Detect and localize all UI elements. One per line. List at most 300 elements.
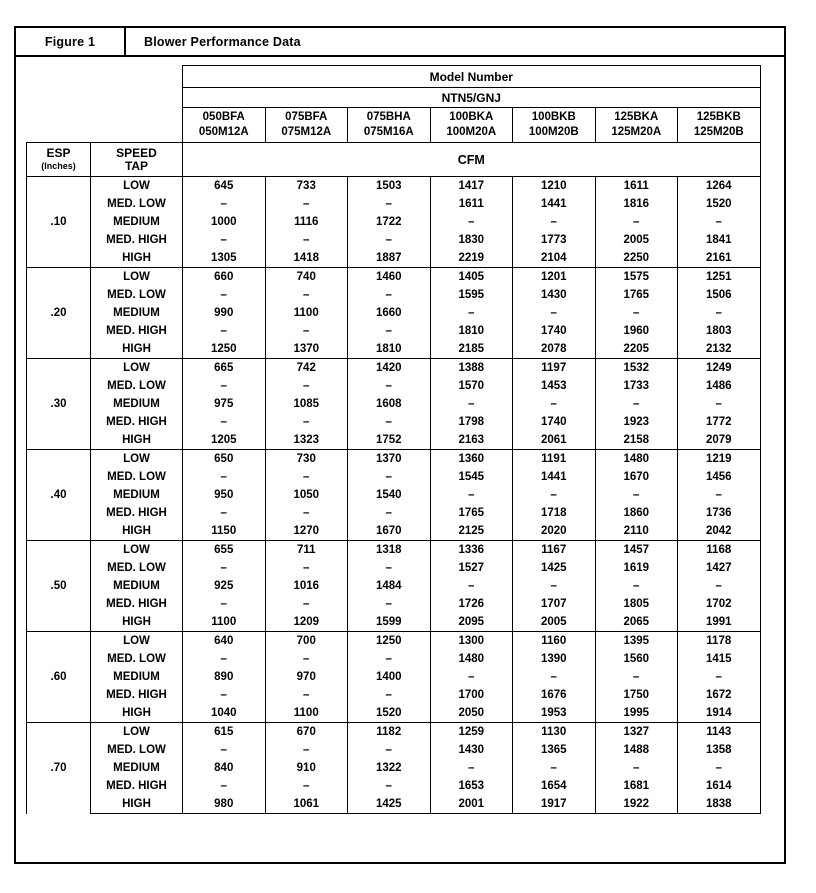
esp-value: .50	[27, 541, 91, 632]
speed-tap-label: MED. LOW	[91, 195, 183, 213]
cfm-value: 1773	[513, 231, 596, 249]
cfm-value: 980	[183, 795, 266, 814]
cfm-value: –	[348, 468, 431, 486]
esp-header-units: (Inches)	[41, 160, 76, 171]
cfm-value: 1100	[183, 613, 266, 632]
cfm-value: 1803	[678, 322, 761, 340]
cfm-value: –	[183, 595, 266, 613]
series-header-row	[27, 88, 761, 108]
model-number-header: Model Number	[183, 66, 761, 88]
cfm-value: –	[265, 559, 348, 577]
speed-tap-label: MEDIUM	[91, 759, 183, 777]
model-code-line1: 075BFA	[285, 111, 328, 123]
esp-value: .40	[27, 450, 91, 541]
model-column-header	[595, 108, 678, 143]
speed-tap-label: MED. HIGH	[91, 595, 183, 613]
cfm-value: 1545	[430, 468, 513, 486]
speed-tap-label: MED. HIGH	[91, 322, 183, 340]
cfm-value: 1560	[595, 650, 678, 668]
cfm-value: 1917	[513, 795, 596, 814]
cfm-value: –	[678, 213, 761, 231]
cfm-value: 665	[183, 359, 266, 378]
cfm-value: 1251	[678, 268, 761, 287]
cfm-value: 1197	[513, 359, 596, 378]
model-code-line2: 100M20B	[528, 126, 579, 138]
model-column-header	[678, 108, 761, 143]
table-row	[27, 632, 761, 651]
speed-tap-label: MEDIUM	[91, 577, 183, 595]
table-row	[27, 286, 761, 304]
cfm-value: 1838	[678, 795, 761, 814]
table-body	[27, 177, 761, 814]
cfm-value: 2065	[595, 613, 678, 632]
table-row	[27, 723, 761, 742]
speed-tap-label: MEDIUM	[91, 668, 183, 686]
cfm-value: 2185	[430, 340, 513, 359]
series-header: NTN5/GNJ	[183, 88, 761, 108]
cfm-value: 700	[265, 632, 348, 651]
cfm-value: 1995	[595, 704, 678, 723]
model-number-header-row	[27, 66, 761, 88]
table-row	[27, 413, 761, 431]
table-row	[27, 468, 761, 486]
cfm-value: –	[348, 686, 431, 704]
cfm-value: 1264	[678, 177, 761, 196]
cfm-value: –	[265, 504, 348, 522]
cfm-value: 1841	[678, 231, 761, 249]
cfm-value: 1420	[348, 359, 431, 378]
cfm-value: 1365	[513, 741, 596, 759]
table-row	[27, 541, 761, 560]
cfm-value: 1480	[430, 650, 513, 668]
cfm-value: 1178	[678, 632, 761, 651]
model-column-header	[348, 108, 431, 143]
table-head	[27, 66, 761, 177]
cfm-value: –	[678, 486, 761, 504]
speed-tap-label: MEDIUM	[91, 304, 183, 322]
cfm-value: 1740	[513, 322, 596, 340]
cfm-value: –	[348, 195, 431, 213]
cfm-value: 1611	[595, 177, 678, 196]
cfm-value: 1480	[595, 450, 678, 469]
table-row	[27, 377, 761, 395]
speed-tap-label: LOW	[91, 632, 183, 651]
cfm-value: 1960	[595, 322, 678, 340]
cfm-value: –	[595, 304, 678, 322]
table-row	[27, 431, 761, 450]
cfm-value: 1860	[595, 504, 678, 522]
figure-label: Figure 1	[16, 28, 126, 55]
cfm-value: 1991	[678, 613, 761, 632]
cfm-value: –	[348, 595, 431, 613]
model-code-line2: 050M12A	[198, 126, 249, 138]
cfm-header: CFM	[183, 143, 761, 177]
table-row	[27, 322, 761, 340]
model-column-header	[430, 108, 513, 143]
cfm-value: 1670	[348, 522, 431, 541]
cfm-value: 2110	[595, 522, 678, 541]
speed-tap-header-line2: TAP	[124, 158, 149, 173]
speed-tap-label: LOW	[91, 723, 183, 742]
model-column-header	[513, 108, 596, 143]
speed-tap-label: HIGH	[91, 249, 183, 268]
cfm-value: –	[183, 377, 266, 395]
table-container	[16, 57, 784, 824]
cfm-value: 1191	[513, 450, 596, 469]
table-row	[27, 195, 761, 213]
esp-value: .70	[27, 723, 91, 814]
cfm-value: 1922	[595, 795, 678, 814]
cfm-value: 950	[183, 486, 266, 504]
model-code-line1: 050BFA	[202, 111, 245, 123]
cfm-value: 1358	[678, 741, 761, 759]
cfm-value: 2132	[678, 340, 761, 359]
table-row	[27, 668, 761, 686]
cfm-value: 733	[265, 177, 348, 196]
cfm-value: 2161	[678, 249, 761, 268]
cfm-value: 970	[265, 668, 348, 686]
cfm-value: 711	[265, 541, 348, 560]
cfm-value: 1506	[678, 286, 761, 304]
esp-value: .30	[27, 359, 91, 450]
cfm-value: 1210	[513, 177, 596, 196]
cfm-value: 1050	[265, 486, 348, 504]
cfm-value: 1595	[430, 286, 513, 304]
cfm-value: –	[595, 213, 678, 231]
cfm-value: –	[183, 777, 266, 795]
cfm-value: 730	[265, 450, 348, 469]
cfm-value: 1681	[595, 777, 678, 795]
cfm-value: 1653	[430, 777, 513, 795]
cfm-value: 1540	[348, 486, 431, 504]
cfm-value: 742	[265, 359, 348, 378]
speed-tap-label: MED. LOW	[91, 741, 183, 759]
cfm-value: 1810	[430, 322, 513, 340]
speed-tap-label: MED. LOW	[91, 468, 183, 486]
speed-tap-label: HIGH	[91, 795, 183, 814]
esp-value: .60	[27, 632, 91, 723]
speed-tap-header	[91, 143, 183, 177]
cfm-value: –	[348, 413, 431, 431]
cfm-value: –	[265, 741, 348, 759]
cfm-value: –	[513, 759, 596, 777]
cfm-value: 1360	[430, 450, 513, 469]
cfm-value: 1205	[183, 431, 266, 450]
cfm-value: 1415	[678, 650, 761, 668]
cfm-value: 1219	[678, 450, 761, 469]
cfm-value: 1700	[430, 686, 513, 704]
cfm-value: –	[430, 395, 513, 413]
speed-tap-label: MEDIUM	[91, 213, 183, 231]
figure-title: Blower Performance Data	[144, 34, 301, 49]
cfm-value: –	[265, 195, 348, 213]
cfm-value: 1323	[265, 431, 348, 450]
cfm-value: 645	[183, 177, 266, 196]
speed-tap-label: MEDIUM	[91, 395, 183, 413]
cfm-value: 1887	[348, 249, 431, 268]
header-spacer-esp-2	[27, 88, 91, 108]
cfm-value: 640	[183, 632, 266, 651]
cfm-value: –	[513, 213, 596, 231]
esp-cfm-header-row	[27, 143, 761, 177]
cfm-value: 1575	[595, 268, 678, 287]
speed-tap-label: HIGH	[91, 431, 183, 450]
cfm-value: –	[430, 304, 513, 322]
cfm-value: 1750	[595, 686, 678, 704]
cfm-value: –	[348, 377, 431, 395]
cfm-value: 1570	[430, 377, 513, 395]
cfm-value: –	[183, 559, 266, 577]
model-code-line2: 100M20A	[446, 126, 497, 138]
cfm-value: 1453	[513, 377, 596, 395]
speed-tap-label: MED. LOW	[91, 377, 183, 395]
speed-tap-label: LOW	[91, 450, 183, 469]
cfm-value: 2219	[430, 249, 513, 268]
cfm-value: 2042	[678, 522, 761, 541]
cfm-value: –	[595, 486, 678, 504]
cfm-value: –	[513, 668, 596, 686]
model-code-line2: 125M20A	[611, 126, 662, 138]
cfm-value: –	[183, 686, 266, 704]
cfm-value: 1000	[183, 213, 266, 231]
model-code-line2: 075M12A	[281, 126, 332, 138]
cfm-value: 910	[265, 759, 348, 777]
speed-tap-label: MED. LOW	[91, 286, 183, 304]
cfm-value: 1670	[595, 468, 678, 486]
model-code-line2: 125M20B	[693, 126, 744, 138]
cfm-value: 1336	[430, 541, 513, 560]
cfm-value: –	[430, 213, 513, 231]
speed-tap-label: MEDIUM	[91, 486, 183, 504]
model-code-line1: 075BHA	[366, 111, 411, 123]
cfm-value: 2158	[595, 431, 678, 450]
header-spacer-esp	[27, 66, 91, 88]
model-code-line1: 100BKB	[531, 111, 576, 123]
cfm-value: –	[183, 286, 266, 304]
speed-tap-label: MED. HIGH	[91, 231, 183, 249]
cfm-value: 1182	[348, 723, 431, 742]
cfm-value: 1672	[678, 686, 761, 704]
cfm-value: 840	[183, 759, 266, 777]
cfm-value: 1417	[430, 177, 513, 196]
cfm-value: –	[265, 231, 348, 249]
cfm-value: –	[183, 231, 266, 249]
cfm-value: 1611	[430, 195, 513, 213]
cfm-value: 1395	[595, 632, 678, 651]
cfm-value: –	[183, 195, 266, 213]
table-row	[27, 795, 761, 814]
cfm-value: 1061	[265, 795, 348, 814]
table-row	[27, 559, 761, 577]
cfm-value: 990	[183, 304, 266, 322]
esp-header-label: ESP	[46, 145, 71, 160]
cfm-value: –	[348, 322, 431, 340]
cfm-value: –	[678, 759, 761, 777]
cfm-value: 655	[183, 541, 266, 560]
cfm-value: 975	[183, 395, 266, 413]
speed-tap-label: LOW	[91, 177, 183, 196]
cfm-value: 2250	[595, 249, 678, 268]
cfm-value: 1405	[430, 268, 513, 287]
cfm-value: 1201	[513, 268, 596, 287]
cfm-value: –	[595, 759, 678, 777]
cfm-value: 1520	[678, 195, 761, 213]
table-row	[27, 249, 761, 268]
table-row	[27, 613, 761, 632]
cfm-value: 1430	[513, 286, 596, 304]
cfm-value: 1441	[513, 468, 596, 486]
cfm-value: 1765	[430, 504, 513, 522]
table-row	[27, 522, 761, 541]
cfm-value: 1250	[183, 340, 266, 359]
cfm-value: –	[183, 741, 266, 759]
cfm-value: 1460	[348, 268, 431, 287]
cfm-value: 1676	[513, 686, 596, 704]
cfm-value: 2205	[595, 340, 678, 359]
speed-tap-header-line1: SPEED	[116, 145, 157, 160]
cfm-value: 1733	[595, 377, 678, 395]
model-code-line1: 100BKA	[449, 111, 494, 123]
cfm-value: –	[265, 468, 348, 486]
esp-value: .20	[27, 268, 91, 359]
cfm-value: 650	[183, 450, 266, 469]
cfm-value: –	[348, 504, 431, 522]
table-row	[27, 304, 761, 322]
table-row	[27, 213, 761, 231]
cfm-value: 1503	[348, 177, 431, 196]
cfm-value: 1130	[513, 723, 596, 742]
cfm-value: 1085	[265, 395, 348, 413]
table-row	[27, 359, 761, 378]
cfm-value: 1388	[430, 359, 513, 378]
cfm-value: –	[595, 577, 678, 595]
cfm-value: –	[513, 395, 596, 413]
cfm-value: –	[265, 686, 348, 704]
speed-tap-label: MED. HIGH	[91, 504, 183, 522]
cfm-value: 1486	[678, 377, 761, 395]
cfm-value: 2104	[513, 249, 596, 268]
cfm-value: –	[183, 468, 266, 486]
table-row	[27, 777, 761, 795]
cfm-value: 1390	[513, 650, 596, 668]
cfm-value: 1765	[595, 286, 678, 304]
cfm-value: –	[513, 577, 596, 595]
cfm-value: 1726	[430, 595, 513, 613]
cfm-value: 1722	[348, 213, 431, 231]
cfm-value: –	[183, 322, 266, 340]
cfm-value: 1116	[265, 213, 348, 231]
speed-tap-label: MED. HIGH	[91, 413, 183, 431]
header-spacer-tap-2	[91, 88, 183, 108]
header-spacer-tap-3	[91, 108, 183, 143]
cfm-value: –	[348, 650, 431, 668]
cfm-value: 1370	[265, 340, 348, 359]
cfm-value: 1816	[595, 195, 678, 213]
cfm-value: –	[430, 668, 513, 686]
speed-tap-label: MED. HIGH	[91, 686, 183, 704]
table-row	[27, 741, 761, 759]
cfm-value: 890	[183, 668, 266, 686]
table-row	[27, 704, 761, 723]
table-row	[27, 650, 761, 668]
cfm-value: 1100	[265, 304, 348, 322]
cfm-value: 1167	[513, 541, 596, 560]
table-row	[27, 395, 761, 413]
cfm-value: 1805	[595, 595, 678, 613]
model-code-line1: 125BKB	[696, 111, 741, 123]
speed-tap-label: MED. LOW	[91, 650, 183, 668]
cfm-value: –	[265, 377, 348, 395]
cfm-value: 1608	[348, 395, 431, 413]
cfm-value: –	[595, 668, 678, 686]
cfm-value: 1532	[595, 359, 678, 378]
table-row	[27, 340, 761, 359]
cfm-value: 2061	[513, 431, 596, 450]
cfm-value: 2001	[430, 795, 513, 814]
cfm-value: 1249	[678, 359, 761, 378]
cfm-value: –	[183, 650, 266, 668]
cfm-value: 1923	[595, 413, 678, 431]
cfm-value: 2095	[430, 613, 513, 632]
cfm-value: –	[348, 741, 431, 759]
speed-tap-label: MED. LOW	[91, 559, 183, 577]
cfm-value: –	[678, 395, 761, 413]
blower-performance-table	[26, 65, 761, 814]
cfm-value: 1150	[183, 522, 266, 541]
cfm-value: 2078	[513, 340, 596, 359]
cfm-value: 1456	[678, 468, 761, 486]
cfm-value: 740	[265, 268, 348, 287]
cfm-value: 1143	[678, 723, 761, 742]
speed-tap-label: HIGH	[91, 340, 183, 359]
cfm-value: 1798	[430, 413, 513, 431]
cfm-value: 1752	[348, 431, 431, 450]
cfm-value: 1322	[348, 759, 431, 777]
cfm-value: 2005	[595, 231, 678, 249]
cfm-value: –	[348, 286, 431, 304]
cfm-value: 1209	[265, 613, 348, 632]
model-code-line1: 125BKA	[614, 111, 659, 123]
model-code-line2: 075M16A	[363, 126, 414, 138]
cfm-value: 1810	[348, 340, 431, 359]
cfm-value: 1160	[513, 632, 596, 651]
cfm-value: –	[265, 322, 348, 340]
cfm-value: 1425	[513, 559, 596, 577]
cfm-value: –	[678, 304, 761, 322]
cfm-value: 1427	[678, 559, 761, 577]
cfm-value: –	[265, 650, 348, 668]
cfm-value: 1457	[595, 541, 678, 560]
speed-tap-label: LOW	[91, 359, 183, 378]
cfm-value: –	[513, 486, 596, 504]
cfm-value: 660	[183, 268, 266, 287]
cfm-value: –	[678, 668, 761, 686]
cfm-value: 1016	[265, 577, 348, 595]
cfm-value: 1441	[513, 195, 596, 213]
cfm-value: 2079	[678, 431, 761, 450]
cfm-value: –	[430, 577, 513, 595]
table-row	[27, 504, 761, 522]
model-column-header	[183, 108, 266, 143]
cfm-value: 1599	[348, 613, 431, 632]
cfm-value: 1418	[265, 249, 348, 268]
cfm-value: 1040	[183, 704, 266, 723]
cfm-value: 1702	[678, 595, 761, 613]
cfm-value: 1250	[348, 632, 431, 651]
cfm-value: 1660	[348, 304, 431, 322]
speed-tap-label: HIGH	[91, 613, 183, 632]
cfm-value: 1953	[513, 704, 596, 723]
